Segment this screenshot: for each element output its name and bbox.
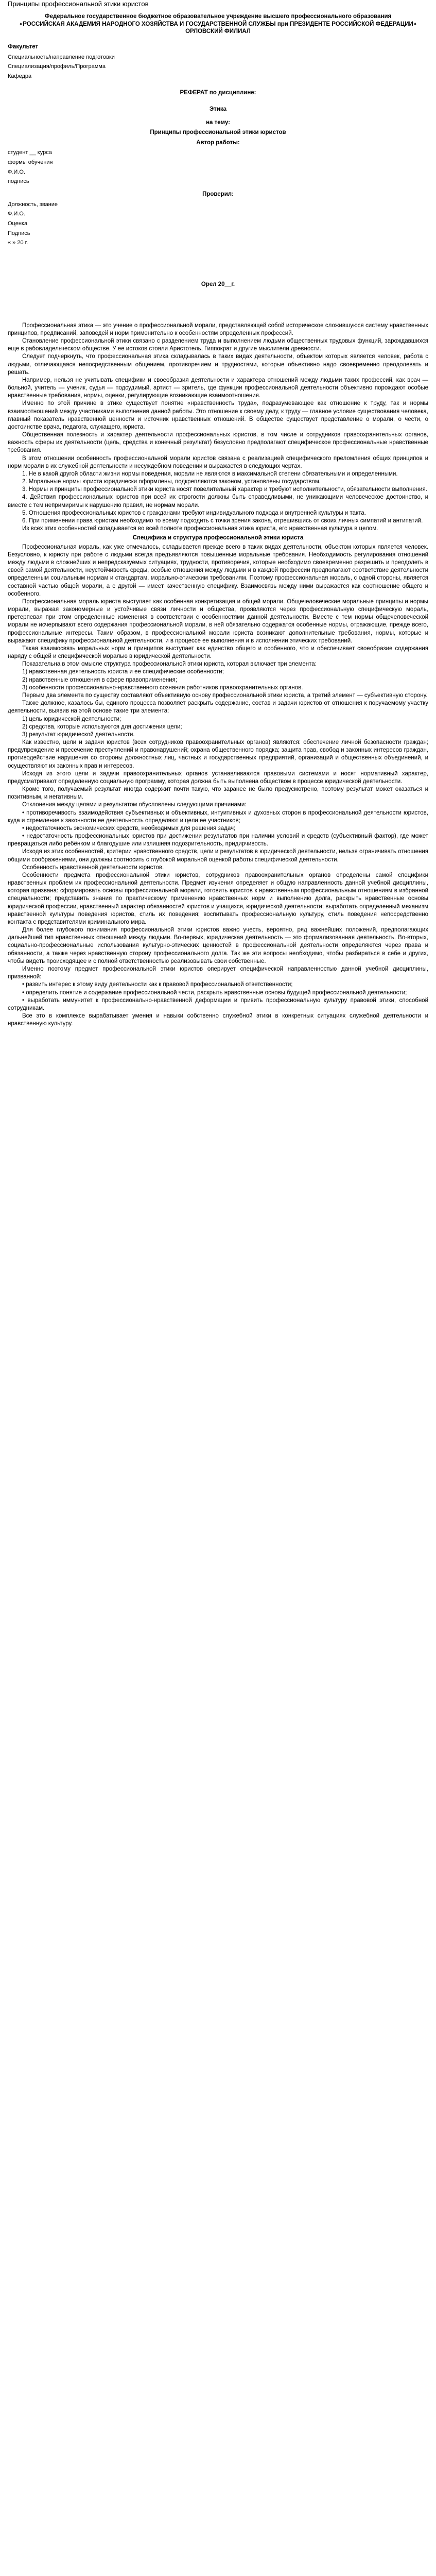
institution-line: Федеральное государственное бюджетное образовательное учреждение высшего профессионального образования: [44, 13, 392, 20]
author-course: студент __ курса: [8, 149, 52, 156]
author-signature: подпись: [8, 178, 29, 185]
body-paragraph: Особенности предмета профессиональной этики юристов, сотрудников правоохранительных органов определены самой специфики нравственных проблем их профессиональной деятельности. Предмет изучения определяет и общую направленность данной учебной дисциплины, которая призвана: сформировать основы профессиональной морали, готовить юристов к нравственным профессиональным отношениям в избранной специальности; представить знания по практическому применению нравственных норм и выполнению долга, раскрыть нравственные основы юридической профессии, нравственный характер обязанностей юристов и учащихся, юридической деятельности; выработать определенный механизм нравственной культуры поведения юристов, стиль их поведения; воспитывать профессиональную культуру, стиль поведения непосредственно контакта с представителями криминального мира.: [8, 872, 428, 925]
reviewer-signature: Подпись: [8, 230, 30, 236]
body-paragraph: 6. При применении права юристам необходимо то всему подходить с точки зрения закона, отрешившись от своих личных симпатий и антипатий.: [22, 517, 423, 524]
body-paragraph: Профессиональная мораль, как уже отмечалось, складывается прежде всего в таких видах деятельности, объектом которых является человек. Безусловно, к юристу при работе с людьми всегда предъявляются повышенные моральные требования. Необходимость регулирования отношений между людьми в сложнейших и непредсказуемых ситуациях, трудности, противоречия, которые необходимо своевременно разрешить и преодолеть в своей самой деятельности, неустойчивость среды, особые отношения между людьми и в каждой профессии предполагают соответствие деятельности определенным социальным нормам и стандартам, морально-этическим требованиям. Поэтому профессиональная мораль, с одной стороны, является составной частью общей морали, а с другой — имеет качественную специфику. Взаимосвязь между ними выражается как соотношение общего и особенного.: [8, 544, 428, 597]
body-paragraph: • недостаточность экономических средств, необходимых для решения задач;: [22, 825, 236, 832]
body-paragraph: 4. Действия профессиональных юристов при всей их строгости должны быть справедливыми, не унижающими человеческое достоинство, и вместе с тем непримиримы к нарушению правил, не нормам морали.: [8, 494, 428, 509]
body-paragraph: Первым два элемента по существу составляют объективную основу профессиональной этики юриста, а третий элемент — субъективную сторону.: [22, 692, 428, 699]
faculty-label: Факультет: [8, 44, 39, 50]
page-title: Принципы профессиональной этики юристов: [8, 0, 149, 8]
author-study-form: формы обучения: [8, 159, 53, 166]
body-paragraph: Именно поэтому предмет профессиональной этики юристов оперирует специфической направленностью данной учебной дисциплины, призванной:: [8, 966, 428, 980]
institution-branch: ОРЛОВСКИЙ ФИЛИАЛ: [185, 28, 251, 35]
body-paragraph: Такая взаимосвязь моральных норм и принципов выступает как единство общего и особенного, что и обеспечивает своеобразие содержания наряду с общей и специфической моралью в юридической деятельности.: [8, 645, 428, 660]
document: [0, 0, 436, 1034]
body-paragraph: 1. Не в какой другой области жизни нормы поведения, морали не являются в максимальной степени обязательными и определенными.: [22, 470, 398, 477]
body-paragraph: Также должное, казалось бы, единого процесса позволяет раскрыть содержание, состав и задачи юристов от отношения к поручаемому участку деятельности, выявив на этой основе такие три элемента:: [8, 700, 428, 715]
author-block: [8, 148, 428, 187]
body-paragraph: В этом отношении особенность профессиональной морали юристов связана с реализацией специфического преломления общих принципов и норм морали в их служебной деятельности и несуждебном поведении и выражается в следующих чертах.: [8, 455, 428, 469]
body-paragraph: Профессиональная этика — это учение о профессиональной морали, представляющей собой историческое сложившуюся систему нравственных принципов, предписаний, заповедей и норм применительно к особенностям определенных профессий.: [8, 322, 428, 336]
body-paragraph: Например, нельзя не учитывать специфики и своеобразия деятельности и характера отношений между людьми таких профессий, как врач — больной, учитель — ученик, судья — подсудимый, артист — зритель, где функции профессиональной деятельности объективно порождают особые нравственные требования, нормы, оценки, регулирующие возникающие взаимоотношения.: [8, 377, 428, 399]
body-paragraph: Показательна в этом смысле структура профессиональной этики юриста, которая включает три элемента:: [22, 661, 317, 668]
body-paragraph: Как известно, цели и задачи юристов (всех сотрудников правоохранительных органов) являются: обеспечение личной безопасности граждан; предупреждение и пресечение преступлений и правонарушений; охрана общественного порядка; защита прав, свобод и законных интересов граждан, противодействие нарушения со стороны должностных лиц, частных и государственных предприятий, организаций и общественных объединений, и осуществляют их законных прав и интересов.: [8, 739, 428, 769]
reviewer-grade: Оценка: [8, 221, 28, 227]
body-paragraph: • выработать иммунитет к профессионально-нравственной деформации и привить профессиональную культуру правовой этики, способной сотрудникам.: [8, 997, 428, 1011]
body-paragraph: Для более глубокого понимания профессиональной этики юристов важно учесть, вероятно, ряд важнейших положений, предполагающих дальнейшей тип нравственных отношений между людьми. Во-первых, юридическая деятельность — это формализованная деятельность. Во-вторых, социально-профессиональные использования культурно-этических ценностей в профессиональной деятельности определяются через права и обязанности, а также через нравственную сторону профессионального долга. Так же эти вопросы необходимо, чтобы разбираться в себе и других, чтобы видеть происходящее и с полной ответственностью реализовывать свои собственные.: [8, 927, 428, 964]
body-paragraph: Кроме того, получаемый результат иногда содержит почти такую, что заранее не было предусмотрено, поэтому результат может оказаться и позитивным, и негативным.: [8, 786, 428, 801]
body-paragraph: 3) результат юридической деятельности.: [22, 731, 135, 738]
institution-header: [8, 13, 428, 36]
body-paragraph: Становление профессиональной этики связано с разделением труда и выполнением людьми общественных трудовых функций, зарождавшихся еще в рабовладельческом обществе. У ее истоков стояли Аристотель, Гиппократ и другие мыслители древности.: [8, 338, 428, 352]
body-paragraph: • недостаточность профессиональных юристов при достижении результатов при наличии условий и средств (субъективный фактор), где может превращаться либо ребёнком и благодушие или излишняя подозрительность, придирчивость.: [8, 833, 428, 848]
body-paragraph: • противоречивость взаимодействия субъективных и объективных, интуитивных и духовных сторон в профессиональной деятельности юристов, куда и стремление к законности ее деятельность определяют и цели ее участников;: [8, 809, 428, 824]
body-paragraph: 5. Отношения профессиональных юристов с гражданами требуют индивидуального подхода и внутренней культуры и такта.: [22, 510, 366, 516]
body-paragraph: 2) средства, которые используются для достижения цели;: [22, 723, 182, 730]
author-label: Автор работы:: [196, 139, 240, 146]
body-paragraph: Именно по этой причине в этике существует понятие «нравственность труда», подразумевающее как отношение к труду, так и нормы взаимоотношений между участниками выполнения данной работы. Это отношение к своему делу, к труду — главное условие существования человека, главный показатель нравственной ценности и источник нравственных отношений. В обществе существует представление о морали, о чести, о достоинстве врача, педагога, служащего, юриста.: [8, 400, 428, 430]
faculty-block: [8, 42, 428, 81]
specialty-line: Специальность/направление подготовки: [8, 54, 115, 60]
specialization-line: Специализация/профиль/Программа: [8, 63, 106, 70]
body-paragraph: Все это в комплексе вырабатывает умения и навыки собственно служебной этики в конкретных ситуациях служебной деятельности и нравственную культуру.: [8, 1013, 428, 1027]
body-paragraph: 1) цель юридической деятельности;: [22, 716, 121, 722]
reviewer-position: Должность, звание: [8, 201, 58, 208]
author-name: Ф.И.О.: [8, 168, 25, 175]
referat-body: [8, 322, 428, 1028]
city-year: Орел 20__г.: [201, 281, 235, 288]
topic-label: на тему:: [206, 119, 230, 126]
body-paragraph: 3. Нормы и принципы профессиональной этики юриста носят повелительный характер и требуют исполнительности, обязательности выполнения.: [22, 486, 427, 493]
referat-block: [8, 88, 428, 148]
body-paragraph: 2. Моральные нормы юриста юридически оформлены, подкрепляются законом, установлены государством.: [22, 479, 321, 485]
discipline-name: Этика: [209, 106, 227, 113]
reviewer-block: [8, 190, 428, 248]
body-paragraph: 3) особенности профессионально-нравственного сознания работников правоохранительных органов.: [22, 684, 303, 691]
body-paragraph: Отклонения между целями и результатом обусловлены следующими причинами:: [22, 802, 247, 808]
body-paragraph: Исходя из этих особенностей, критерии нравственного средств, цели и результатов в юридической деятельности, нельзя ограничивать отношения общими соображениями, они должны соотносить с глубокой моральной оценкой работы специфической деятельности.: [8, 849, 428, 863]
body-paragraph: 1) нравственная деятельность юриста и ее специфические особенности;: [22, 669, 224, 675]
body-paragraph: • развить интерес к этому виду деятельности как к правовой профессиональной ответственности;: [22, 981, 293, 988]
body-paragraph: Профессиональная мораль юриста выступает как особенная конкретизация и общей морали. Общечеловеческие моральные принципы и нормы морали, выражая закономерные и устойчивые связи личности и общества, проявляются через профессиональную специфическую мораль, претерпевая при этом определенные изменения в соответствии с особенностями данной деятельности. Вместе с тем нормы общечеловеческой морали не исчерпывают всего содержания профессиональной морали, в ней обязательно содержатся особенные нормы, отражающие, прежде всего, профессиональные интересы. Таким образом, в профессиональной морали юриста возникают дополнительные требования, нормы, которые и выражают специфику профессиональной деятельности, и в процессе ее выполнения и в исполнении этических требований.: [8, 598, 428, 644]
section-heading: Специфика и структура профессиональной этики юриста: [132, 535, 304, 541]
institution-line: «РОССИЙСКАЯ АКАДЕМИЯ НАРОДНОГО ХОЗЯЙСТВА И ГОСУДАРСТВЕННОЙ СЛУЖБЫ при ПРЕЗИДЕНТЕ РОССИЙСКОЙ ФЕДЕРАЦИИ»: [19, 21, 417, 27]
department-line: Кафедра: [8, 73, 32, 79]
body-paragraph: • определить понятие и содержание профессиональной чести, раскрыть нравственные основы будущей профессиональной деятельности;: [22, 989, 407, 996]
body-paragraph: 2) нравственные отношения в сфере правоприменения;: [22, 676, 178, 683]
reviewer-name: Ф.И.О.: [8, 211, 25, 217]
body-paragraph: Исходя из этого цели и задачи правоохранительных органов устанавливаются правовыми системами и носят нормативный характер, предусматривают определенную социальную программу, которая должна быть выполнена обществом в процессе юридической деятельности.: [8, 770, 428, 785]
body-paragraph: Из всех этих особенностей складывается во всей полноте профессиональная этика юриста, его нравственная культура в целом.: [22, 526, 378, 532]
reviewer-date: « » 20 г.: [8, 240, 28, 246]
body-paragraph: Особенность нравственной деятельности юристов.: [22, 864, 164, 871]
topic-title: Принципы профессиональной этики юристов: [150, 129, 286, 136]
reviewer-label: Проверил:: [202, 191, 234, 198]
body-paragraph: Общественная полезность и характер деятельности профессиональных юристов, в том числе и сотрудников правоохранительных органов, важность сферы их деятельности (цель, средства и конечный результат) безусловно предполагают специфическое профессиональные нравственные требования.: [8, 432, 428, 454]
referat-title: РЕФЕРАТ по дисциплине:: [180, 89, 256, 96]
body-paragraph: Следует подчеркнуть, что профессиональная этика складывалась в таких видах деятельности, объектом которых является человек, работа с людьми, отличающаяся непосредственным общением, противоречием и трудностями, которые объективно надо своевременно преодолевать и решать.: [8, 353, 428, 376]
